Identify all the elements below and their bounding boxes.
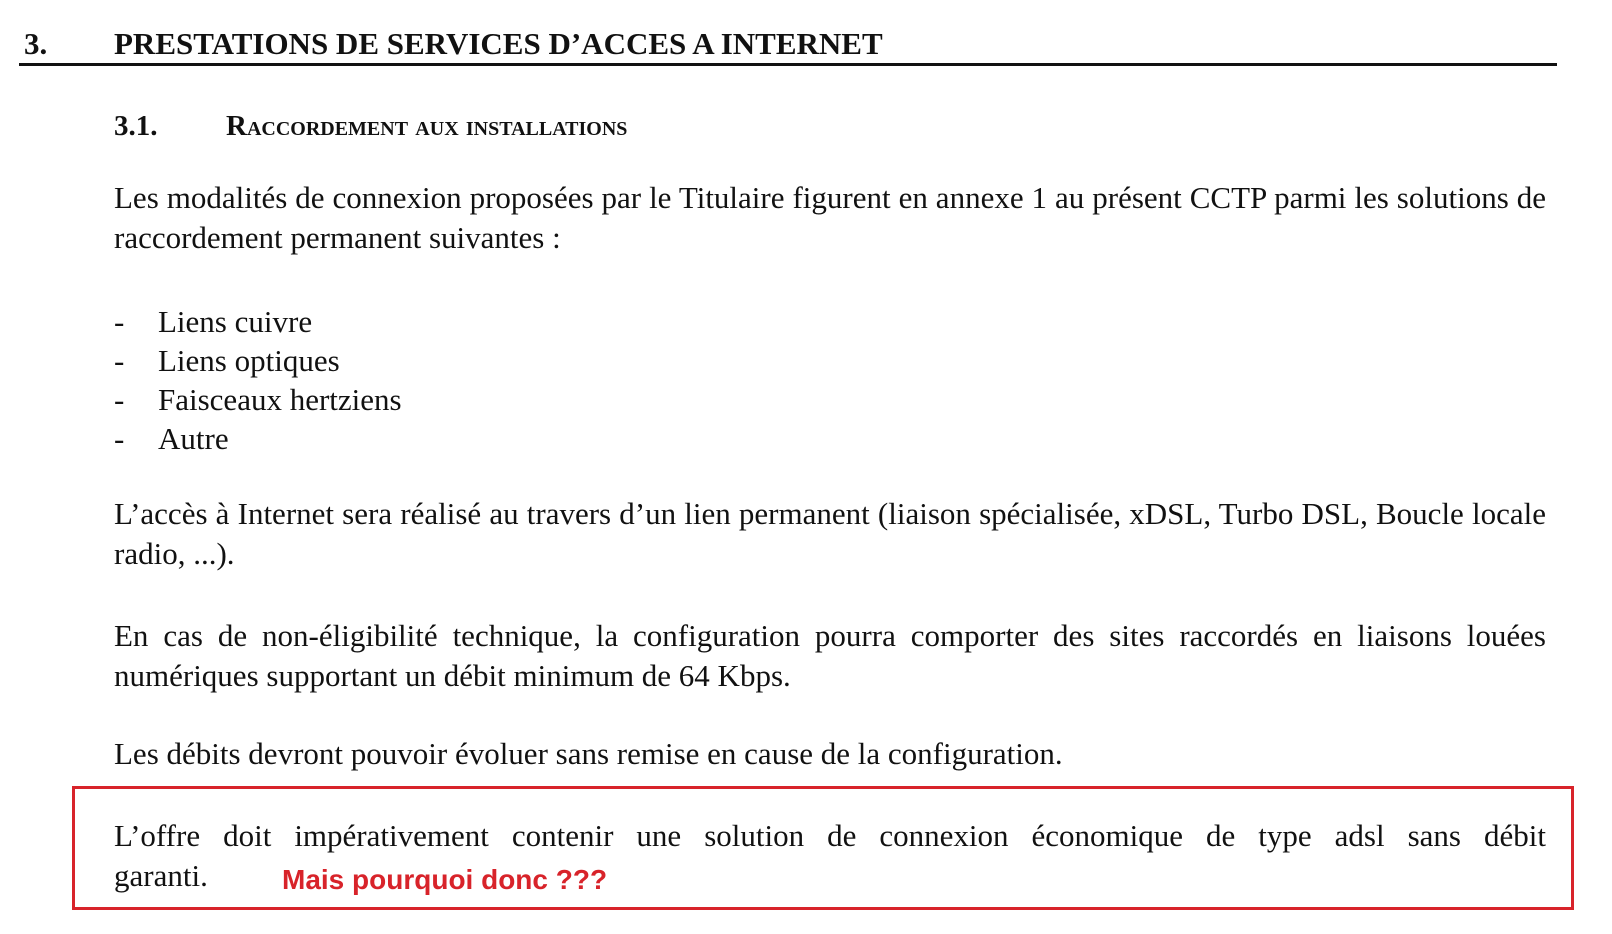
section-heading-rule [19,63,1557,66]
list-item-label: Autre [158,421,229,456]
list-item [114,419,402,458]
list-item [114,302,402,341]
paragraph-internet-access: L’accès à Internet sera réalisé au travers d’un lien permanent (liaison spécialisée, xDSL, Turbo DSL, Boucle locale radio, ...). [114,496,1546,571]
list-bullet: - [114,421,125,456]
highlighted-line-2: garanti. [114,858,208,893]
highlighted-line-1: L’offre doit impérativement contenir une solution de connexion économique de type adsl sans débit [114,818,1546,853]
subsection-number: 3.1. [114,110,158,142]
section-number: 3. [24,26,48,61]
list-bullet: - [114,304,125,339]
list-bullet: - [114,343,125,378]
paragraph-non-eligibility: En cas de non-éligibilité technique, la configuration pourra comporter des sites raccordés en liaisons louées numériques supportant un débit minimum de 64 Kbps. [114,618,1546,693]
subsection-title: Raccordement aux installations [226,110,628,142]
list-item [114,341,402,380]
paragraph-bandwidth-evolution: Les débits devront pouvoir évoluer sans remise en cause de la configuration. [114,736,1063,771]
list-item-label: Faisceaux hertziens [158,382,402,417]
connection-types-list [114,302,402,458]
list-item-label: Liens cuivre [158,304,313,339]
section-title: PRESTATIONS DE SERVICES D’ACCES A INTERNET [114,26,883,61]
list-bullet: - [114,382,125,417]
paragraph-connection-modes: Les modalités de connexion proposées par le Titulaire figurent en annexe 1 au présent CCTP parmi les solutions de raccordement permanent suivantes : [114,180,1546,255]
list-item [114,380,402,419]
list-item-label: Liens optiques [158,343,340,378]
red-annotation: Mais pourquoi donc ??? [282,864,608,895]
